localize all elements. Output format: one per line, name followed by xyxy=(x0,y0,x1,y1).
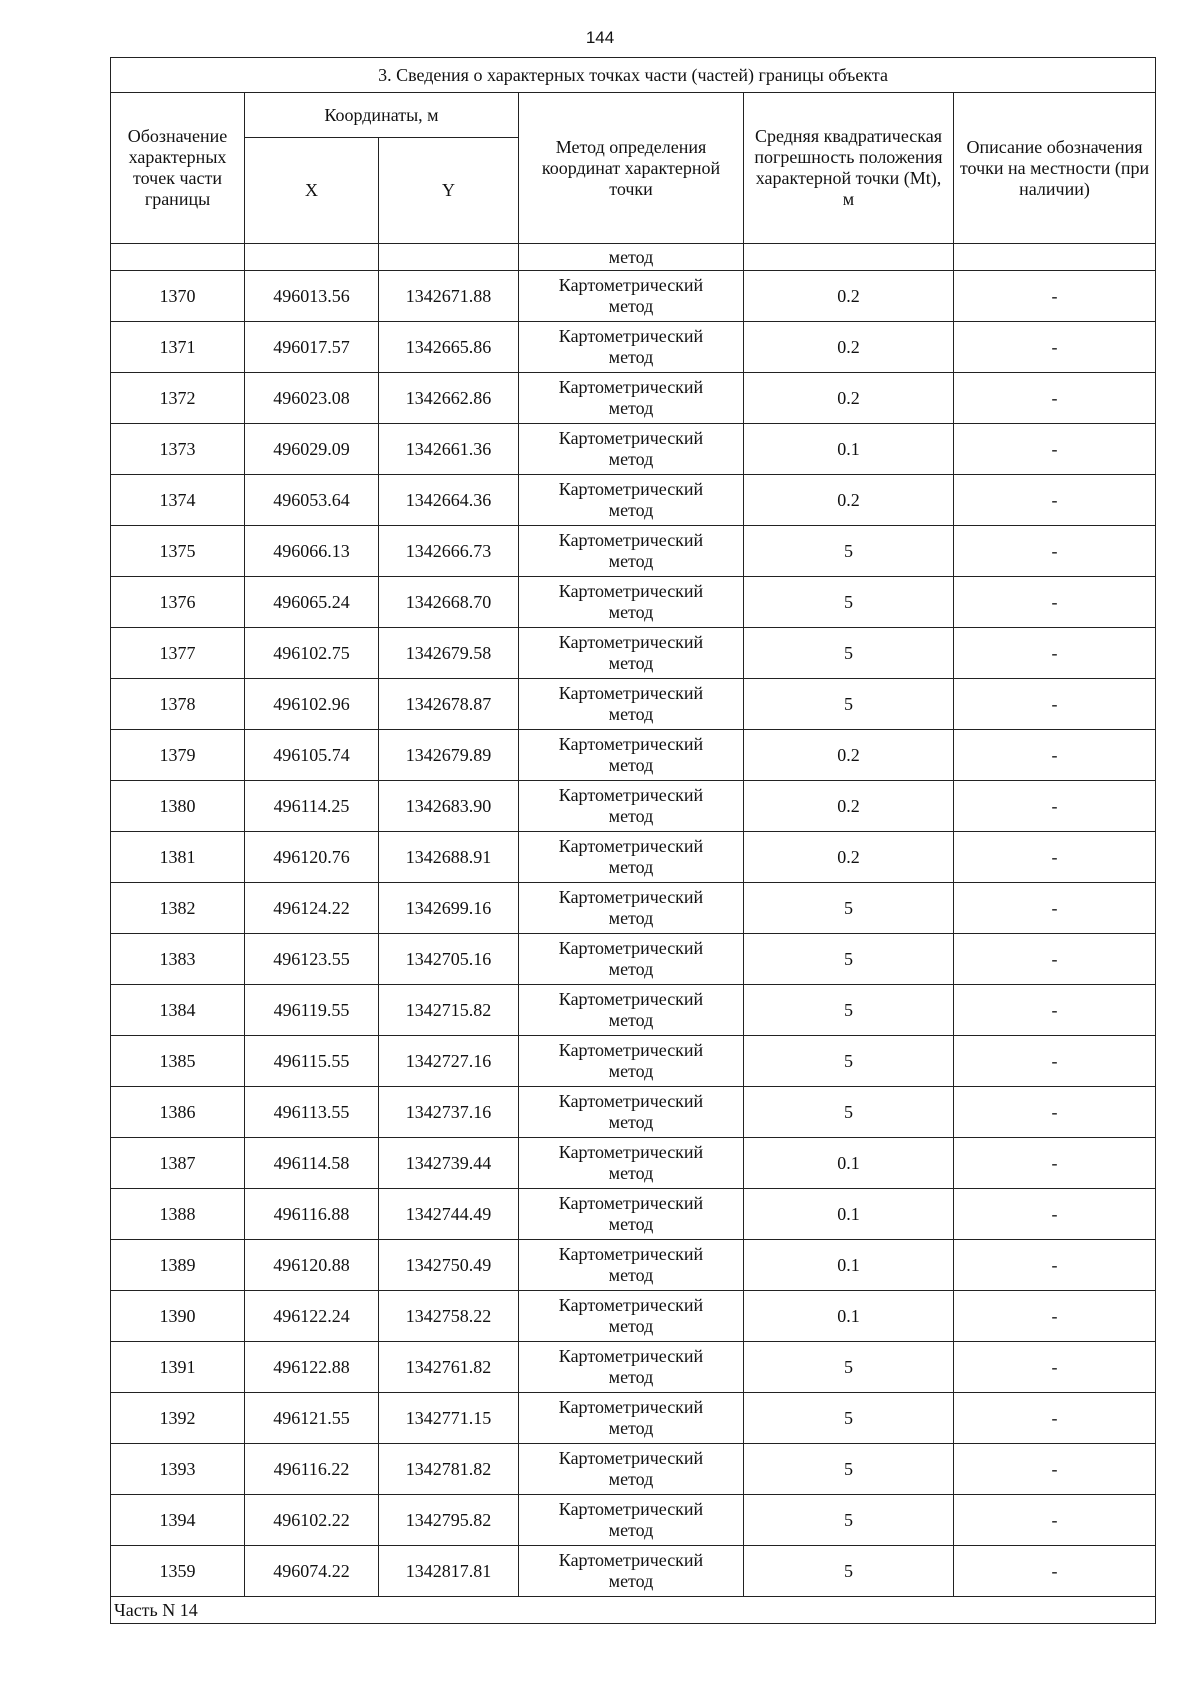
description-cell: - xyxy=(954,1495,1156,1546)
table-row xyxy=(111,730,1156,781)
y-coordinate-cell: 1342739.44 xyxy=(379,1138,519,1189)
point-id-cell: 1374 xyxy=(111,475,245,526)
x-coordinate-cell: 496017.57 xyxy=(245,322,379,373)
y-coordinate-cell: 1342666.73 xyxy=(379,526,519,577)
table-row xyxy=(111,883,1156,934)
method-line-1: Картометрический xyxy=(558,1244,704,1264)
method-cell xyxy=(519,679,744,730)
point-id-cell: 1371 xyxy=(111,322,245,373)
error-mt-cell: 0.1 xyxy=(744,1138,954,1189)
point-id-cell: 1392 xyxy=(111,1393,245,1444)
point-id-cell: 1379 xyxy=(111,730,245,781)
point-id-cell: 1383 xyxy=(111,934,245,985)
description-cell: - xyxy=(954,883,1156,934)
x-coordinate-cell: 496066.13 xyxy=(245,526,379,577)
error-mt-cell: 0.2 xyxy=(744,475,954,526)
method-cell xyxy=(519,1189,744,1240)
method-line-1: Картометрический xyxy=(558,1040,704,1060)
method-line-2: метод xyxy=(608,1214,654,1234)
method-line-1: Картометрический xyxy=(558,836,704,856)
x-coordinate-cell: 496122.24 xyxy=(245,1291,379,1342)
continuation-row xyxy=(111,244,1156,271)
y-coordinate-cell: 1342683.90 xyxy=(379,781,519,832)
method-cell xyxy=(519,1393,744,1444)
table-row xyxy=(111,832,1156,883)
y-coordinate-cell: 1342678.87 xyxy=(379,679,519,730)
description-cell: - xyxy=(954,1087,1156,1138)
method-line-1: Картометрический xyxy=(558,377,704,397)
method-line-2: метод xyxy=(608,347,654,367)
x-coordinate-cell: 496114.25 xyxy=(245,781,379,832)
x-coordinate-cell: 496053.64 xyxy=(245,475,379,526)
error-mt-cell: 5 xyxy=(744,679,954,730)
table-row xyxy=(111,373,1156,424)
y-coordinate-cell: 1342758.22 xyxy=(379,1291,519,1342)
method-line-1: Картометрический xyxy=(558,632,704,652)
description-cell: - xyxy=(954,1240,1156,1291)
point-id-cell: 1375 xyxy=(111,526,245,577)
description-cell: - xyxy=(954,1546,1156,1597)
x-coordinate-cell: 496102.22 xyxy=(245,1495,379,1546)
method-line-2: метод xyxy=(608,1163,654,1183)
point-id-cell: 1378 xyxy=(111,679,245,730)
description-cell: - xyxy=(954,1189,1156,1240)
method-line-2: метод xyxy=(608,398,654,418)
point-id-cell: 1380 xyxy=(111,781,245,832)
x-coordinate-cell: 496122.88 xyxy=(245,1342,379,1393)
method-line-1: Картометрический xyxy=(558,734,704,754)
table-row xyxy=(111,475,1156,526)
description-cell: - xyxy=(954,679,1156,730)
point-id-cell: 1387 xyxy=(111,1138,245,1189)
method-line-2: метод xyxy=(608,1571,654,1591)
y-coordinate-cell: 1342668.70 xyxy=(379,577,519,628)
method-cell xyxy=(519,1546,744,1597)
x-coordinate-cell: 496124.22 xyxy=(245,883,379,934)
table-row xyxy=(111,1036,1156,1087)
method-line-1: Картометрический xyxy=(558,1193,704,1213)
description-cell: - xyxy=(954,730,1156,781)
method-line-1: Картометрический xyxy=(558,1397,704,1417)
method-line-1: Картометрический xyxy=(558,581,704,601)
method-line-2: метод xyxy=(608,449,654,469)
error-mt-cell: 5 xyxy=(744,985,954,1036)
x-coordinate-cell: 496013.56 xyxy=(245,271,379,322)
x-coordinate-cell: 496074.22 xyxy=(245,1546,379,1597)
method-line-1: Картометрический xyxy=(558,989,704,1009)
table-row xyxy=(111,1342,1156,1393)
y-coordinate-cell: 1342750.49 xyxy=(379,1240,519,1291)
method-cell xyxy=(519,322,744,373)
error-mt-cell: 5 xyxy=(744,628,954,679)
error-mt-cell: 0.1 xyxy=(744,1240,954,1291)
method-cell xyxy=(519,1342,744,1393)
x-coordinate-cell: 496119.55 xyxy=(245,985,379,1036)
method-line-2: метод xyxy=(608,1112,654,1132)
method-line-1: Картометрический xyxy=(558,1091,704,1111)
method-line-2: метод xyxy=(608,1469,654,1489)
point-id-cell: 1389 xyxy=(111,1240,245,1291)
error-mt-cell: 5 xyxy=(744,577,954,628)
method-line-2: метод xyxy=(608,908,654,928)
method-cell xyxy=(519,424,744,475)
method-line-1: Картометрический xyxy=(558,785,704,805)
method-line-2: метод xyxy=(608,755,654,775)
point-id-cell: 1372 xyxy=(111,373,245,424)
point-id-cell: 1381 xyxy=(111,832,245,883)
y-coordinate-cell: 1342664.36 xyxy=(379,475,519,526)
point-id-cell: 1393 xyxy=(111,1444,245,1495)
description-cell: - xyxy=(954,1291,1156,1342)
table-row xyxy=(111,781,1156,832)
header-designation: Обозначение характерных точек части границы xyxy=(111,93,245,244)
method-line-1: Картометрический xyxy=(558,1550,704,1570)
table-row xyxy=(111,1189,1156,1240)
method-line-2: метод xyxy=(608,500,654,520)
method-cell xyxy=(519,577,744,628)
description-cell: - xyxy=(954,1393,1156,1444)
method-cell xyxy=(519,271,744,322)
description-cell: - xyxy=(954,832,1156,883)
y-coordinate-cell: 1342761.82 xyxy=(379,1342,519,1393)
error-mt-cell: 5 xyxy=(744,883,954,934)
method-line-2: метод xyxy=(608,1367,654,1387)
continuation-cell-description xyxy=(954,244,1156,271)
point-id-cell: 1382 xyxy=(111,883,245,934)
method-cell xyxy=(519,1291,744,1342)
point-id-cell: 1384 xyxy=(111,985,245,1036)
y-coordinate-cell: 1342679.89 xyxy=(379,730,519,781)
method-cell xyxy=(519,628,744,679)
method-line-1: Картометрический xyxy=(558,683,704,703)
table-row xyxy=(111,271,1156,322)
method-line-1: Картометрический xyxy=(558,326,704,346)
description-cell: - xyxy=(954,985,1156,1036)
error-mt-cell: 5 xyxy=(744,1444,954,1495)
point-id-cell: 1394 xyxy=(111,1495,245,1546)
point-id-cell: 1373 xyxy=(111,424,245,475)
description-cell: - xyxy=(954,1036,1156,1087)
error-mt-cell: 0.2 xyxy=(744,373,954,424)
y-coordinate-cell: 1342699.16 xyxy=(379,883,519,934)
header-coordinates: Координаты, м xyxy=(245,93,519,138)
method-cell xyxy=(519,1240,744,1291)
table-row xyxy=(111,577,1156,628)
method-cell xyxy=(519,832,744,883)
method-line-2: метод xyxy=(608,1520,654,1540)
error-mt-cell: 0.2 xyxy=(744,832,954,883)
error-mt-cell: 5 xyxy=(744,934,954,985)
description-cell: - xyxy=(954,322,1156,373)
description-cell: - xyxy=(954,475,1156,526)
y-coordinate-cell: 1342817.81 xyxy=(379,1546,519,1597)
error-mt-cell: 0.1 xyxy=(744,1291,954,1342)
method-line-2: метод xyxy=(608,959,654,979)
description-cell: - xyxy=(954,1444,1156,1495)
page-number: 144 xyxy=(585,28,615,47)
header-x: X xyxy=(245,138,379,244)
x-coordinate-cell: 496105.74 xyxy=(245,730,379,781)
part-label: Часть N 14 xyxy=(111,1597,1156,1624)
method-line-1: Картометрический xyxy=(558,1448,704,1468)
header-y: Y xyxy=(379,138,519,244)
y-coordinate-cell: 1342781.82 xyxy=(379,1444,519,1495)
method-line-2: метод xyxy=(608,806,654,826)
method-line-2: метод xyxy=(608,653,654,673)
method-cell xyxy=(519,475,744,526)
method-line-2: метод xyxy=(608,1265,654,1285)
method-cell xyxy=(519,373,744,424)
point-id-cell: 1390 xyxy=(111,1291,245,1342)
table-title: 3. Сведения о характерных точках части (частей) границы объекта xyxy=(111,58,1156,93)
header-method: Метод определения координат характерной точки xyxy=(519,93,744,244)
y-coordinate-cell: 1342661.36 xyxy=(379,424,519,475)
table-row xyxy=(111,1444,1156,1495)
description-cell: - xyxy=(954,1138,1156,1189)
description-cell: - xyxy=(954,373,1156,424)
boundary-points-table xyxy=(110,57,1156,1624)
point-id-cell: 1377 xyxy=(111,628,245,679)
method-cell xyxy=(519,1495,744,1546)
x-coordinate-cell: 496120.76 xyxy=(245,832,379,883)
x-coordinate-cell: 496120.88 xyxy=(245,1240,379,1291)
x-coordinate-cell: 496065.24 xyxy=(245,577,379,628)
description-cell: - xyxy=(954,934,1156,985)
method-cell xyxy=(519,1138,744,1189)
error-mt-cell: 0.2 xyxy=(744,781,954,832)
error-mt-cell: 0.2 xyxy=(744,730,954,781)
error-mt-cell: 0.2 xyxy=(744,271,954,322)
error-mt-cell: 0.1 xyxy=(744,1189,954,1240)
continuation-cell-error xyxy=(744,244,954,271)
table-row xyxy=(111,628,1156,679)
table-row xyxy=(111,679,1156,730)
table-row xyxy=(111,1087,1156,1138)
continuation-cell-designation xyxy=(111,244,245,271)
error-mt-cell: 5 xyxy=(744,1495,954,1546)
table-row xyxy=(111,424,1156,475)
y-coordinate-cell: 1342744.49 xyxy=(379,1189,519,1240)
method-cell xyxy=(519,883,744,934)
method-line-1: Картометрический xyxy=(558,1346,704,1366)
error-mt-cell: 0.1 xyxy=(744,424,954,475)
y-coordinate-cell: 1342715.82 xyxy=(379,985,519,1036)
description-cell: - xyxy=(954,1342,1156,1393)
method-line-1: Картометрический xyxy=(558,530,704,550)
y-coordinate-cell: 1342665.86 xyxy=(379,322,519,373)
point-id-cell: 1385 xyxy=(111,1036,245,1087)
method-cell xyxy=(519,526,744,577)
x-coordinate-cell: 496023.08 xyxy=(245,373,379,424)
method-cell xyxy=(519,985,744,1036)
point-id-cell: 1391 xyxy=(111,1342,245,1393)
point-id-cell: 1376 xyxy=(111,577,245,628)
header-description: Описание обозначения точки на местности (при наличии) xyxy=(954,93,1156,244)
x-coordinate-cell: 496116.88 xyxy=(245,1189,379,1240)
method-line-1: Картометрический xyxy=(558,1499,704,1519)
y-coordinate-cell: 1342662.86 xyxy=(379,373,519,424)
method-line-2: метод xyxy=(608,857,654,877)
method-line-2: метод xyxy=(608,704,654,724)
method-line-1: Картометрический xyxy=(558,1142,704,1162)
table-row xyxy=(111,1495,1156,1546)
description-cell: - xyxy=(954,526,1156,577)
method-line-1: Картометрический xyxy=(558,275,704,295)
method-cell xyxy=(519,934,744,985)
continuation-cell-x xyxy=(245,244,379,271)
error-mt-cell: 5 xyxy=(744,526,954,577)
y-coordinate-cell: 1342679.58 xyxy=(379,628,519,679)
method-cell xyxy=(519,730,744,781)
method-line-2: метод xyxy=(608,602,654,622)
method-line-2: метод xyxy=(608,1061,654,1081)
table-row xyxy=(111,1393,1156,1444)
continuation-cell-y xyxy=(379,244,519,271)
table-row xyxy=(111,526,1156,577)
method-line-1: Картометрический xyxy=(558,938,704,958)
method-line-2: метод xyxy=(608,1418,654,1438)
method-line-2: метод xyxy=(608,1010,654,1030)
y-coordinate-cell: 1342795.82 xyxy=(379,1495,519,1546)
table-row xyxy=(111,1240,1156,1291)
footer-row xyxy=(111,1597,1156,1624)
method-line-2: метод xyxy=(608,551,654,571)
error-mt-cell: 5 xyxy=(744,1087,954,1138)
error-mt-cell: 5 xyxy=(744,1393,954,1444)
continuation-cell-method: метод xyxy=(519,244,744,271)
method-cell xyxy=(519,1444,744,1495)
x-coordinate-cell: 496029.09 xyxy=(245,424,379,475)
y-coordinate-cell: 1342671.88 xyxy=(379,271,519,322)
method-line-1: Картометрический xyxy=(558,479,704,499)
description-cell: - xyxy=(954,781,1156,832)
method-line-1: Картометрический xyxy=(558,428,704,448)
header-error: Средняя квадратическая погрешность положения характерной точки (Mt), м xyxy=(744,93,954,244)
x-coordinate-cell: 496114.58 xyxy=(245,1138,379,1189)
x-coordinate-cell: 496102.75 xyxy=(245,628,379,679)
y-coordinate-cell: 1342771.15 xyxy=(379,1393,519,1444)
method-line-2: метод xyxy=(608,296,654,316)
description-cell: - xyxy=(954,628,1156,679)
x-coordinate-cell: 496121.55 xyxy=(245,1393,379,1444)
method-cell xyxy=(519,1087,744,1138)
error-mt-cell: 5 xyxy=(744,1546,954,1597)
description-cell: - xyxy=(954,577,1156,628)
description-cell: - xyxy=(954,271,1156,322)
method-line-1: Картометрический xyxy=(558,1295,704,1315)
error-mt-cell: 0.2 xyxy=(744,322,954,373)
table-row xyxy=(111,985,1156,1036)
x-coordinate-cell: 496116.22 xyxy=(245,1444,379,1495)
x-coordinate-cell: 496123.55 xyxy=(245,934,379,985)
table-title-row xyxy=(111,58,1156,93)
table-row xyxy=(111,934,1156,985)
header-row-1 xyxy=(111,93,1156,138)
y-coordinate-cell: 1342737.16 xyxy=(379,1087,519,1138)
table-row xyxy=(111,1546,1156,1597)
point-id-cell: 1359 xyxy=(111,1546,245,1597)
method-cell xyxy=(519,1036,744,1087)
method-cell xyxy=(519,781,744,832)
y-coordinate-cell: 1342688.91 xyxy=(379,832,519,883)
error-mt-cell: 5 xyxy=(744,1036,954,1087)
table-row xyxy=(111,1138,1156,1189)
x-coordinate-cell: 496102.96 xyxy=(245,679,379,730)
point-id-cell: 1388 xyxy=(111,1189,245,1240)
table-row xyxy=(111,322,1156,373)
table-row xyxy=(111,1291,1156,1342)
error-mt-cell: 5 xyxy=(744,1342,954,1393)
method-line-1: Картометрический xyxy=(558,887,704,907)
point-id-cell: 1386 xyxy=(111,1087,245,1138)
description-cell: - xyxy=(954,424,1156,475)
point-id-cell: 1370 xyxy=(111,271,245,322)
y-coordinate-cell: 1342705.16 xyxy=(379,934,519,985)
method-line-2: метод xyxy=(608,1316,654,1336)
x-coordinate-cell: 496113.55 xyxy=(245,1087,379,1138)
x-coordinate-cell: 496115.55 xyxy=(245,1036,379,1087)
y-coordinate-cell: 1342727.16 xyxy=(379,1036,519,1087)
